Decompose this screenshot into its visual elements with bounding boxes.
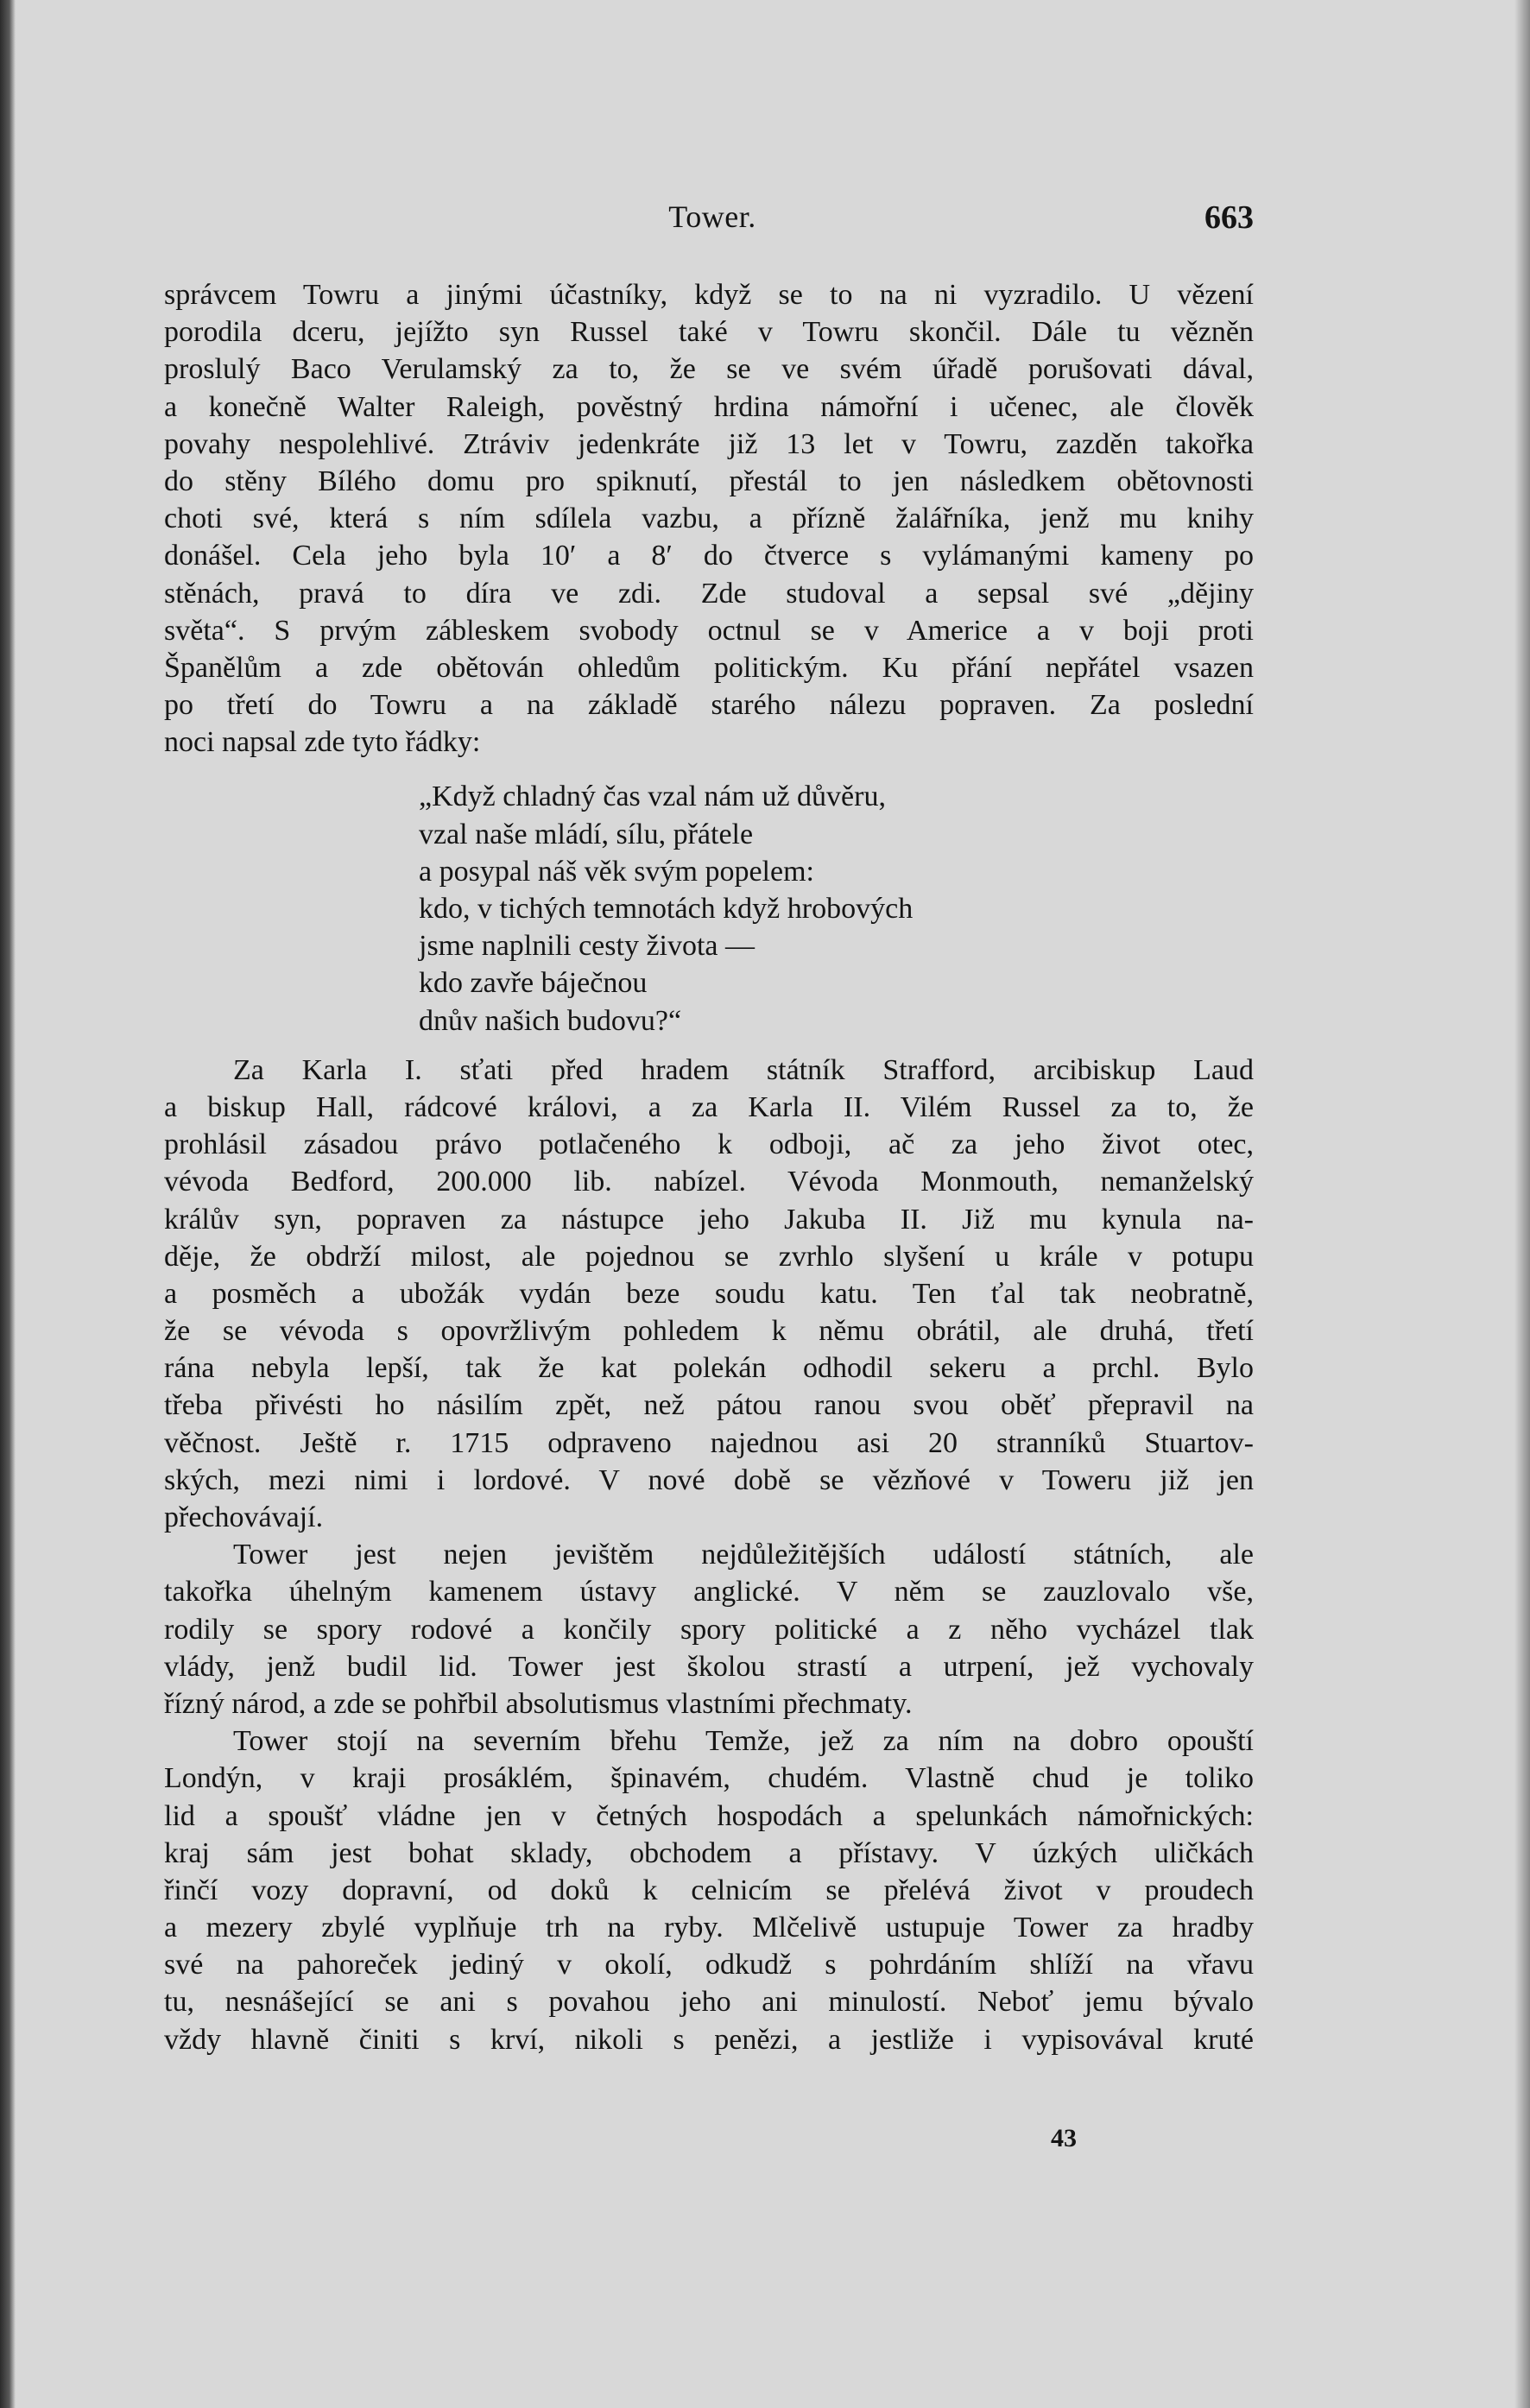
text-line: choti své, která s ním sdílela vazbu, a přízně žalářníka, jenž mu knihy [164, 502, 1254, 535]
text-line: rodily se spory rodové a končily spory politické a z něho vycházel tlak [164, 1613, 1254, 1646]
paragraph-4 [164, 1722, 1254, 2058]
text-line: povahy nespolehlivé. Ztráviv jedenkráte již 13 let v Towru, zazděn takořka [164, 427, 1254, 460]
text-line: Tower stojí na severním břehu Temže, jež za ním na dobro opouští [233, 1725, 1254, 1758]
poem-line: kdo, v tichých temnotách když hrobových [419, 893, 914, 925]
text-line: prohlásil zásadou právo potlačeného k odboji, ač za jeho život otec, [164, 1128, 1254, 1161]
text-line: porodila dceru, jejížto syn Russel také v Towru skončil. Dále tu vězněn [164, 316, 1254, 349]
text-line: děje, že obdrží milost, ale pojednou se zvrhlo slyšení u krále v potupu [164, 1240, 1254, 1273]
text-line: takořka úhelným kamenem ústavy anglické. V něm se zauzlovalo vše, [164, 1576, 1254, 1608]
text-line: králův syn, popraven za nástupce jeho Jakuba II. Již mu kynula na- [164, 1203, 1254, 1236]
paragraph-3 [164, 1536, 1254, 1722]
text-line: správcem Towru a jinými účastníky, když se to na ni vyzradilo. U vězení [164, 279, 1254, 311]
text-line: že se vévoda s opovržlivým pohledem k němu obrátil, ale druhá, třetí [164, 1315, 1254, 1348]
text-line: po třetí do Towru a na základě starého nálezu popraven. Za poslední [164, 689, 1254, 722]
text-line: řízný národ, a zde se pohřbil absolutismus vlastními přechmaty. [164, 1687, 913, 1720]
poem-line: kdo zavře báječnou [419, 967, 648, 1000]
poem-line: dnův našich budovu?“ [419, 1004, 682, 1037]
body-text [164, 276, 1254, 2058]
text-line: řinčí vozy dopravní, od doků k celnicím se přelévá život v proudech [164, 1874, 1254, 1906]
text-line: a biskup Hall, rádcové královi, a za Karla II. Vilém Russel za to, že [164, 1090, 1254, 1123]
text-line: věčnost. Ještě r. 1715 odpraveno najednou asi 20 stranníků Stuartov- [164, 1426, 1254, 1459]
poem-line: a posypal náš věk svým popelem: [419, 855, 814, 888]
text-line: Tower jest nejen jevištěm nejdůležitějších událostí státních, ale [233, 1539, 1254, 1571]
text-line: stěnách, pravá to díra ve zdi. Zde studoval a sepsal své „dějiny [164, 577, 1254, 610]
text-line: světa“. S prvým zábleskem svobody octnul se v Americe a v boji proti [164, 614, 1254, 647]
text-line: vždy hlavně činiti s krví, nikoli s penězi, a jestliže i vypisovával kruté [164, 2023, 1254, 2056]
text-line: a konečně Walter Raleigh, pověstný hrdina námořní i učenec, ale člověk [164, 390, 1254, 423]
text-line: své na pahoreček jediný v okolí, odkudž s pohrdáním shlíží na vřavu [164, 1949, 1254, 1981]
text-line: tu, nesnášející se ani s povahou jeho ani minulostí. Neboť jemu bývalo [164, 1986, 1254, 2019]
paragraph-1 [164, 276, 1254, 761]
text-line: přechovávají. [164, 1501, 324, 1533]
signature-mark: 43 [1051, 2124, 1077, 2152]
text-line: proslulý Baco Verulamský za to, že se ve svém úřadě porušovati dával, [164, 353, 1254, 386]
text-line: do stěny Bílého domu pro spiknutí, přestál to jen následkem obětovnosti [164, 465, 1254, 497]
page-number: 663 [1204, 199, 1254, 236]
text-line: lid a spoušť vládne jen v četných hospodách a spelunkách námořnických: [164, 1799, 1254, 1832]
text-line: donášel. Cela jeho byla 10′ a 8′ do čtverce s vylámanými kameny po [164, 540, 1254, 572]
text-line: a posměch a ubožák vydán beze soudu katu. Ten ťal tak neobratně, [164, 1277, 1254, 1310]
text-line: Za Karla I. sťati před hradem státník Strafford, arcibiskup Laud [233, 1053, 1254, 1086]
text-line: a mezery zbylé vyplňuje trh na ryby. Mlčelivě ustupuje Tower za hradby [164, 1912, 1254, 1944]
paragraph-2 [164, 1052, 1254, 1536]
text-line: noci napsal zde tyto řádky: [164, 726, 481, 759]
running-header-title: Tower. [668, 199, 756, 234]
page-left-edge-shadow [0, 0, 16, 2408]
page-right-edge-shadow [1514, 0, 1530, 2408]
poem-line: „Když chladný čas vzal nám už důvěru, [419, 781, 886, 813]
text-line: kraj sám jest bohat sklady, obchodem a přístavy. V úzkých uličkách [164, 1836, 1254, 1869]
poem-line: jsme naplnili cesty života — [419, 930, 756, 963]
text-line: Španělům a zde obětován ohledům politickým. Ku přání nepřátel vsazen [164, 651, 1254, 684]
poem [164, 778, 1254, 1039]
text-line: ských, mezi nimi i lordové. V nové době se vězňové v Toweru již jen [164, 1463, 1254, 1496]
poem-line: vzal naše mládí, sílu, přátele [419, 818, 754, 850]
text-line: třeba přivésti ho násilím zpět, než pátou ranou svou oběť přepravil na [164, 1389, 1254, 1422]
text-line: Londýn, v kraji prosáklém, špinavém, chudém. Vlastně chud je toliko [164, 1762, 1254, 1795]
text-line: vévoda Bedford, 200.000 lib. nabízel. Vévoda Monmouth, nemanželský [164, 1166, 1254, 1198]
text-line: rána nebyla lepší, tak že kat polekán odhodil sekeru a prchl. Bylo [164, 1352, 1254, 1385]
text-line: vlády, jenž budil lid. Tower jest školou strastí a utrpení, jež vychovaly [164, 1650, 1254, 1683]
